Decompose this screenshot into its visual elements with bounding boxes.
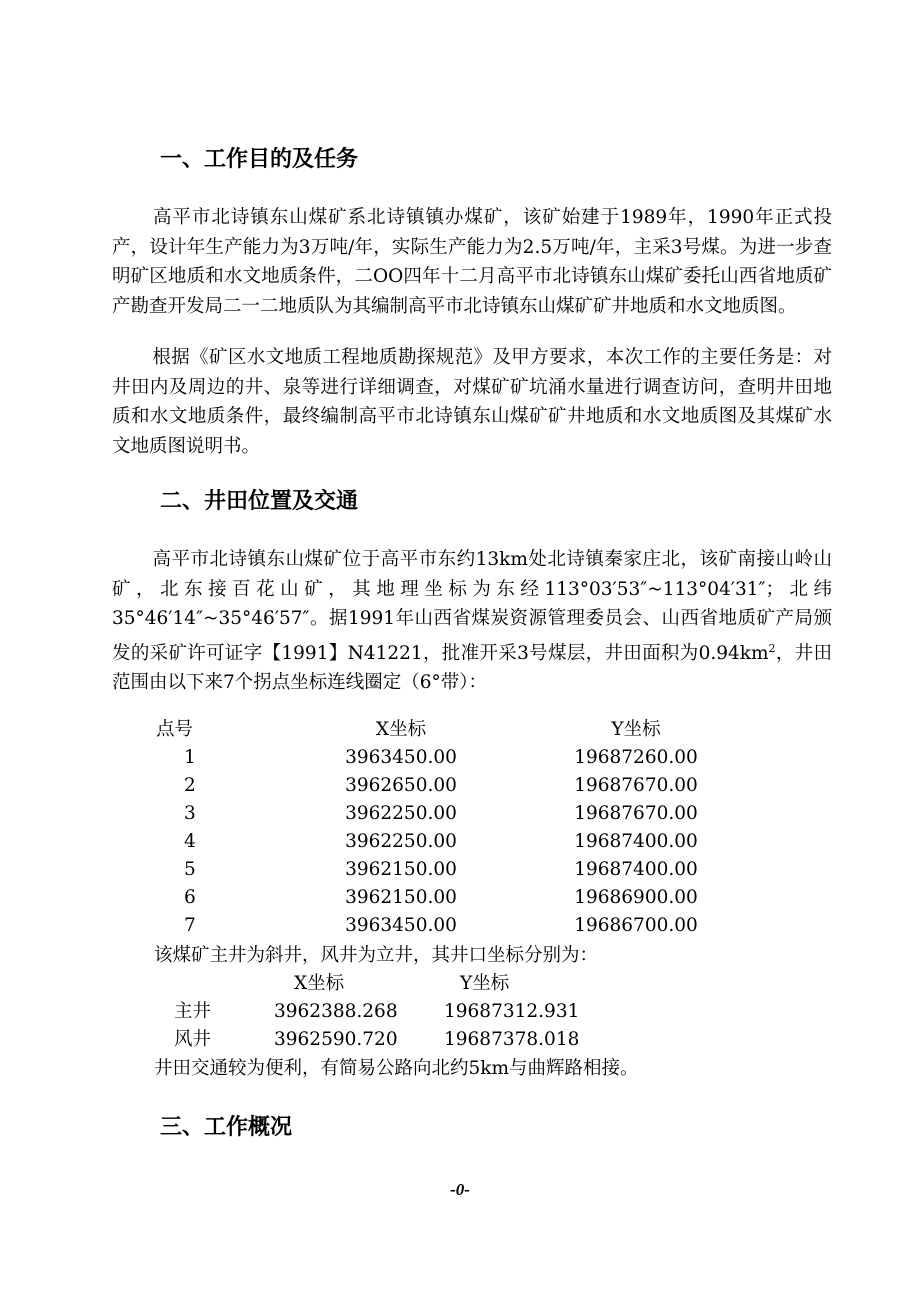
y-coordinate: 19687400.00 [574, 831, 698, 852]
y-coordinate: 19686700.00 [574, 915, 698, 936]
table-row [174, 998, 644, 1026]
point-number: 6 [184, 887, 196, 908]
column-header-y: Y坐标 [611, 719, 661, 740]
table-row [156, 828, 746, 856]
table-header-row [156, 716, 746, 744]
section-1-paragraph-1 [112, 203, 832, 321]
table-header-row [174, 970, 644, 998]
point-number: 4 [184, 831, 196, 852]
x-coordinate: 3962150.00 [345, 859, 457, 880]
table-row [156, 772, 746, 800]
x-coordinate: 3963450.00 [345, 747, 457, 768]
y-coordinate: 19687670.00 [574, 775, 698, 796]
table-row [156, 744, 746, 772]
table-row [156, 912, 746, 940]
x-coordinate: 3962150.00 [345, 887, 457, 908]
traffic-text: 井田交通较为便利，有简易公路向北约5km与曲辉路相接。 [154, 1058, 639, 1079]
point-number: 7 [184, 915, 196, 936]
section-1-title: 一、工作目的及任务 [160, 147, 359, 172]
page-number: -0- [450, 1180, 470, 1199]
area-unit-superscript: 2 [768, 641, 776, 655]
table-row [174, 1026, 644, 1054]
x-coordinate: 3962590.720 [274, 1029, 398, 1050]
column-header-x: X坐标 [375, 719, 427, 740]
column-header-point: 点号 [156, 719, 194, 740]
point-number: 3 [184, 803, 196, 824]
shaft-coordinate-table [174, 970, 644, 1054]
column-header-shaft [174, 970, 274, 998]
shaft-name: 主井 [174, 1001, 212, 1022]
x-coordinate: 3962650.00 [345, 775, 457, 796]
table-row [156, 800, 746, 828]
y-coordinate: 19687670.00 [574, 803, 698, 824]
shaft-intro-text: 该煤矿主井为斜井，风井为立井，其井口坐标分别为： [154, 945, 599, 966]
section-1-paragraph-2 [112, 343, 832, 461]
section-2-paragraph-1-text-a: 高平市北诗镇东山煤矿位于高平市东约13km处北诗镇秦家庄北，该矿南接山岭山矿，北东接百花山矿，其地理坐标为东经113°03′53″~113°04′31″；北纬35°46′14″~35°46′57″。据1991年山西省煤炭资源管理委员会、山西省地质矿产局颁发的采矿许可证字【1991】N41221，批准开采3号煤层，井田面积为0.94km [112, 549, 832, 664]
table-row [156, 856, 746, 884]
y-coordinate: 19687260.00 [574, 747, 698, 768]
point-number: 5 [184, 859, 196, 880]
y-coordinate: 19687378.018 [444, 1029, 580, 1050]
point-number: 2 [184, 775, 196, 796]
table-row [156, 884, 746, 912]
shaft-name: 风井 [174, 1029, 212, 1050]
y-coordinate: 19687400.00 [574, 859, 698, 880]
x-coordinate: 3963450.00 [345, 915, 457, 936]
x-coordinate: 3962388.268 [274, 1001, 398, 1022]
column-header-y: Y坐标 [460, 973, 510, 994]
section-3-title: 三、工作概况 [160, 1115, 293, 1140]
section-2-paragraph-1-text-b: ，井田范围由以下来7个拐点坐标连线圈定（6°带）： [112, 642, 832, 694]
column-header-x: X坐标 [294, 973, 345, 994]
section-1-paragraph-1-text: 高平市北诗镇东山煤矿系北诗镇镇办煤矿，该矿始建于1989年，1990年正式投产，设计年生产能力为3万吨/年，实际生产能力为2.5万吨/年，主采3号煤。为进一步查明矿区地质和水文地质条件，二OO四年十二月高平市北诗镇东山煤矿委托山西省地质矿产勘查开发局二一二地质队为其编制高平市北诗镇东山煤矿矿井地质和水文地质图。 [112, 207, 832, 317]
section-2-paragraph-1 [112, 545, 832, 698]
boundary-coordinate-table [156, 716, 746, 940]
point-number: 1 [184, 747, 196, 768]
section-2-title: 二、井田位置及交通 [160, 489, 359, 514]
y-coordinate: 19686900.00 [574, 887, 698, 908]
x-coordinate: 3962250.00 [345, 831, 457, 852]
y-coordinate: 19687312.931 [444, 1001, 580, 1022]
x-coordinate: 3962250.00 [345, 803, 457, 824]
section-1-paragraph-2-text: 根据《矿区水文地质工程地质勘探规范》及甲方要求，本次工作的主要任务是：对井田内及周边的井、泉等进行详细调查，对煤矿矿坑涌水量进行调查访问，查明井田地质和水文地质条件，最终编制高平市北诗镇东山煤矿矿井地质和水文地质图及其煤矿水文地质图说明书。 [112, 347, 832, 457]
